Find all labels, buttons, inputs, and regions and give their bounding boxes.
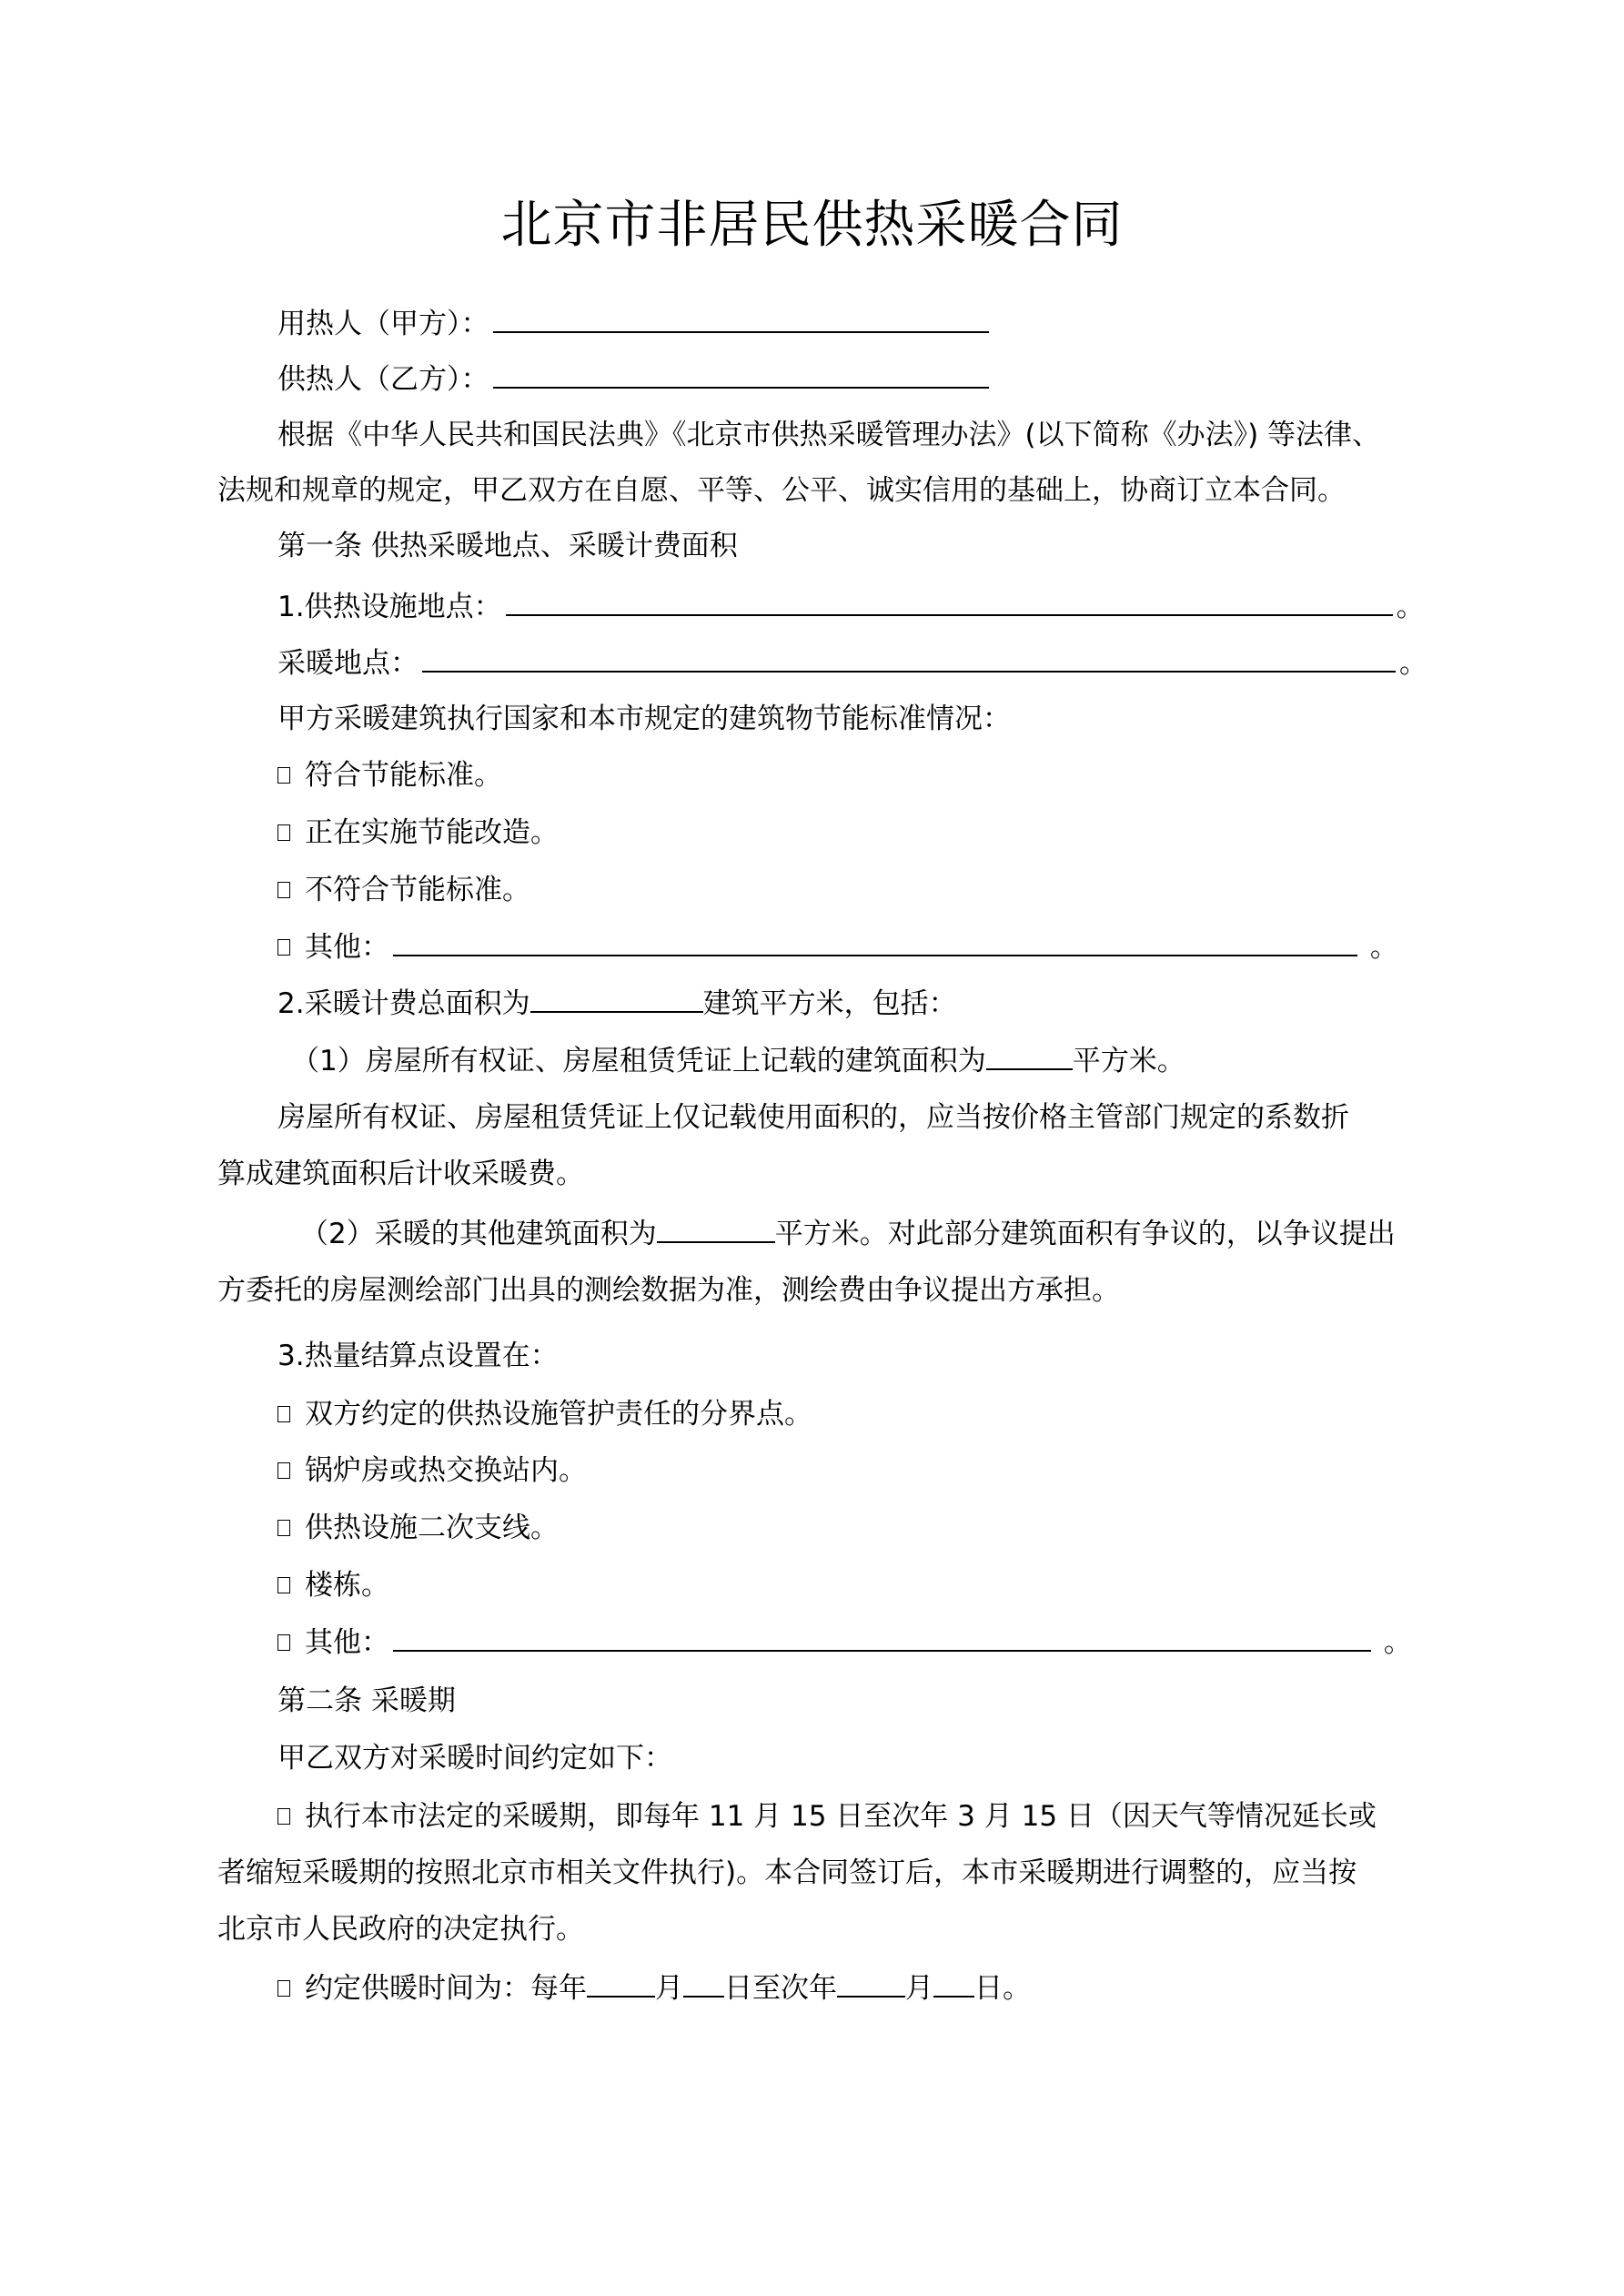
item-1-note-line-1: 房屋所有权证、房屋租赁凭证上仅记载使用面积的，应当按价格主管部门规定的系数折 bbox=[277, 1101, 1349, 1134]
checkbox[interactable] bbox=[277, 1980, 290, 1997]
option-1-line-3: 北京市人民政府的决定执行。 bbox=[217, 1913, 584, 1946]
option-label: 其他： bbox=[305, 931, 389, 964]
item-2-prefix: （2）采暖的其他建筑面积为 bbox=[300, 1218, 657, 1250]
checkbox[interactable] bbox=[277, 1634, 290, 1651]
checkbox[interactable] bbox=[277, 1406, 290, 1422]
item-1-area-field[interactable] bbox=[986, 1041, 1073, 1070]
period-mark: 。 bbox=[1383, 1626, 1412, 1659]
energy-option-1 bbox=[277, 755, 502, 795]
total-area-prefix: 2.采暖计费总面积为 bbox=[277, 987, 530, 1020]
heating-location-row bbox=[277, 643, 1427, 683]
option-label: 符合节能标准。 bbox=[305, 759, 502, 792]
total-area-row bbox=[277, 984, 957, 1024]
option-label: 双方约定的供热设施管护责任的分界点。 bbox=[305, 1398, 812, 1431]
metering-intro: 3.热量结算点设置在： bbox=[277, 1340, 559, 1372]
preamble-line-1: 根据《中华人民共和国民法典》《北京市供热采暖管理办法》(以下简称《办法》) 等法律、 bbox=[277, 419, 1381, 451]
checkbox[interactable] bbox=[277, 1577, 290, 1593]
heating-location-label: 采暖地点： bbox=[277, 647, 419, 680]
option-label: 楼栋。 bbox=[305, 1569, 389, 1602]
energy-option-3 bbox=[277, 870, 530, 910]
checkbox[interactable] bbox=[277, 882, 290, 898]
item-1-row bbox=[291, 1041, 1185, 1081]
period-mark: 。 bbox=[1399, 647, 1427, 680]
party-b-row bbox=[277, 359, 993, 400]
option-2-prefix: 约定供暖时间为：每年 bbox=[305, 1972, 587, 2005]
heating-location-field[interactable] bbox=[422, 643, 1396, 673]
facility-location-label: 1.供热设施地点： bbox=[277, 591, 502, 623]
month-label: 月 bbox=[655, 1972, 683, 2005]
facility-location-field[interactable] bbox=[506, 587, 1393, 616]
end-month-field[interactable] bbox=[837, 1968, 905, 1998]
option-label: 其他： bbox=[305, 1626, 389, 1659]
item-1-prefix: （1）房屋所有权证、房屋租赁凭证上记载的建筑面积为 bbox=[291, 1045, 986, 1077]
article-2-heading: 第二条 采暖期 bbox=[277, 1684, 456, 1717]
option-label: 锅炉房或热交换站内。 bbox=[305, 1454, 587, 1487]
total-area-field[interactable] bbox=[530, 984, 703, 1013]
checkbox[interactable] bbox=[277, 1462, 290, 1479]
metering-option-4 bbox=[277, 1565, 389, 1605]
party-b-field[interactable] bbox=[493, 359, 989, 389]
option-1-line-2: 者缩短采暖期的按照北京市相关文件执行)。本合同签订后，本市采暖期进行调整的，应当按 bbox=[217, 1856, 1357, 1889]
option-2-end: 日。 bbox=[974, 1972, 1031, 2005]
metering-other-field[interactable] bbox=[393, 1623, 1371, 1652]
party-a-row bbox=[277, 304, 993, 344]
metering-option-3 bbox=[277, 1508, 559, 1548]
metering-option-5 bbox=[277, 1623, 1412, 1663]
option-2-mid: 日至次年 bbox=[724, 1972, 837, 2005]
option-label: 正在实施节能改造。 bbox=[305, 816, 559, 849]
energy-standard-intro: 甲方采暖建筑执行国家和本市规定的建筑物节能标准情况： bbox=[277, 703, 1011, 735]
facility-location-row bbox=[277, 587, 1425, 627]
energy-option-2 bbox=[277, 813, 559, 853]
period-mark: 。 bbox=[1396, 591, 1425, 623]
party-a-label: 用热人（甲方）： bbox=[277, 308, 489, 340]
option-label: 不符合节能标准。 bbox=[305, 874, 530, 906]
heating-period-option-1 bbox=[277, 1796, 1377, 1836]
checkbox[interactable] bbox=[277, 939, 290, 956]
item-2-area-field[interactable] bbox=[657, 1214, 775, 1243]
item-1-suffix: 平方米。 bbox=[1072, 1045, 1185, 1077]
party-b-label: 供热人（乙方）： bbox=[277, 363, 489, 396]
period-mark: 。 bbox=[1369, 931, 1398, 964]
item-2-line-2: 方委托的房屋测绘部门出具的测绘数据为准，测绘费由争议提出方承担。 bbox=[217, 1274, 1120, 1307]
party-a-field[interactable] bbox=[493, 304, 989, 333]
checkbox[interactable] bbox=[277, 1808, 290, 1825]
start-month-field[interactable] bbox=[587, 1968, 655, 1998]
start-day-field[interactable] bbox=[683, 1968, 724, 1998]
heating-period-option-2 bbox=[277, 1968, 1031, 2008]
total-area-suffix: 建筑平方米，包括： bbox=[702, 987, 957, 1020]
item-2-suffix: 平方米。对此部分建筑面积有争议的，以争议提出 bbox=[774, 1218, 1396, 1250]
metering-option-1 bbox=[277, 1394, 812, 1434]
option-1-line-1: 执行本市法定的采暖期，即每年 11 月 15 日至次年 3 月 15 日（因天气等情况延长或 bbox=[305, 1800, 1377, 1833]
month-label: 月 bbox=[905, 1972, 933, 2005]
energy-other-field[interactable] bbox=[393, 927, 1357, 956]
item-1-note-line-2: 算成建筑面积后计收采暖费。 bbox=[217, 1158, 584, 1190]
preamble-line-2: 法规和规章的规定，甲乙双方在自愿、平等、公平、诚实信用的基础上，协商订立本合同。 bbox=[217, 474, 1346, 507]
checkbox[interactable] bbox=[277, 767, 290, 784]
article-1-heading: 第一条 供热采暖地点、采暖计费面积 bbox=[277, 530, 738, 562]
option-label: 供热设施二次支线。 bbox=[305, 1512, 559, 1544]
checkbox[interactable] bbox=[277, 1520, 290, 1536]
checkbox[interactable] bbox=[277, 824, 290, 841]
heating-period-intro: 甲乙双方对采暖时间约定如下： bbox=[277, 1742, 672, 1775]
metering-option-2 bbox=[277, 1451, 587, 1491]
document-title: 北京市非居民供热采暖合同 bbox=[500, 196, 1124, 255]
end-day-field[interactable] bbox=[933, 1968, 974, 1998]
energy-option-4 bbox=[277, 927, 1398, 967]
item-2-row bbox=[300, 1214, 1396, 1254]
